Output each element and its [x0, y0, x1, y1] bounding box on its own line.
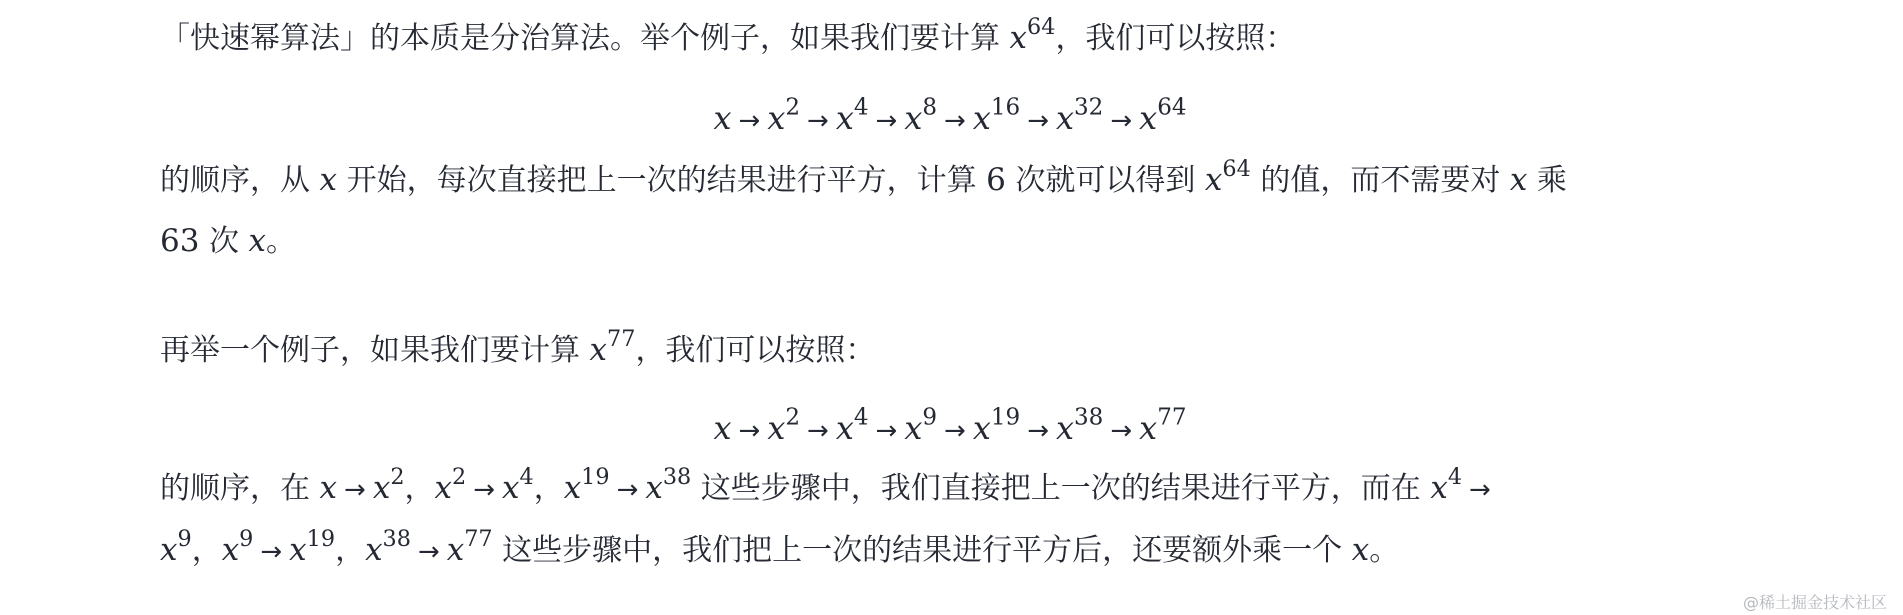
math-var: x	[1509, 162, 1528, 198]
display-equation-1	[160, 88, 1740, 151]
math-var: x	[1430, 470, 1448, 506]
math-exponent: 4	[853, 404, 869, 431]
text-segment: 再举一个例子，如果我们要计算	[160, 333, 590, 368]
math-var: x	[713, 99, 732, 137]
math-var: x	[372, 470, 391, 506]
math-exponent: 64	[1222, 156, 1251, 183]
math-var: x	[1204, 162, 1223, 198]
math-number: 63	[160, 223, 200, 259]
math-var: x	[767, 409, 786, 447]
math-var: x	[319, 162, 338, 198]
math-exponent: 19	[581, 464, 610, 491]
text-segment: 「快速幂算法」的本质是分治算法。举个例子，如果我们要计算	[160, 21, 1010, 56]
arrow-symbol: →	[1110, 416, 1133, 446]
math-var: x	[972, 409, 991, 447]
math-var: x	[160, 532, 178, 568]
math-exponent: 19	[990, 404, 1021, 431]
arrow-symbol: →	[944, 106, 966, 136]
arrow-symbol: →	[807, 416, 829, 446]
math-var: x	[713, 409, 732, 447]
math-exponent: 64	[1027, 14, 1056, 41]
text-segment: 的值，而不需要对	[1250, 163, 1510, 198]
arrow-symbol: →	[260, 537, 283, 567]
math-var: x	[904, 409, 923, 447]
math-var: x	[221, 532, 240, 568]
paragraph-example-2	[160, 320, 875, 381]
arrow-symbol: →	[875, 416, 898, 446]
math-exponent: 38	[662, 464, 692, 491]
math-exponent: 2	[785, 94, 801, 121]
math-exponent: 9	[177, 526, 192, 553]
math-var: x	[1139, 409, 1158, 447]
text-segment: 。	[266, 224, 297, 259]
math-step	[221, 526, 336, 568]
math-x-pow-64	[1009, 14, 1056, 56]
text-segment: 的顺序，在	[160, 471, 320, 506]
paragraph-line	[160, 211, 1567, 272]
math-exponent: 2	[452, 464, 467, 491]
text-separator: ，	[533, 471, 564, 506]
math-var: x	[835, 409, 854, 447]
paragraph-explanation-2	[160, 458, 1498, 582]
math-var: x	[365, 532, 383, 568]
math-var: x	[1351, 532, 1370, 568]
math-exponent: 2	[390, 464, 405, 491]
math-exponent: 4	[853, 94, 869, 121]
math-var: x	[589, 332, 608, 368]
math-var: x	[1055, 409, 1075, 447]
text-segment: 这些步骤中，我们直接把上一次的结果进行平方，而在	[691, 471, 1431, 506]
paragraph-line	[160, 150, 1567, 211]
math-number: 6	[986, 162, 1006, 198]
text-segment: ，我们可以按照：	[635, 333, 876, 368]
text-separator: ，	[404, 471, 435, 506]
text-segment: 乘	[1527, 163, 1567, 198]
arrow-symbol: →	[807, 106, 829, 136]
math-var: x	[1055, 99, 1075, 137]
math-exponent: 38	[382, 526, 411, 553]
math-var: x	[289, 532, 307, 568]
math-step	[160, 526, 192, 568]
text-segment: 开始，每次直接把上一次的结果进行平方，计算	[337, 163, 987, 198]
watermark: @稀土掘金技术社区	[1742, 593, 1887, 612]
math-exponent: 77	[607, 326, 636, 353]
math-var: x	[767, 99, 786, 137]
arrow-symbol: →	[473, 475, 495, 505]
arrow-symbol: →	[344, 475, 366, 505]
math-var: x	[502, 470, 520, 506]
paragraph-intro	[160, 8, 1295, 69]
paragraph-line	[160, 458, 1498, 520]
display-equation-2	[160, 398, 1740, 461]
math-exponent: 77	[464, 526, 493, 553]
text-segment: 次就可以得到	[1005, 163, 1205, 198]
arrow-symbol: →	[738, 416, 761, 446]
math-step	[1430, 464, 1497, 506]
math-var: x	[446, 532, 465, 568]
text-separator: ，	[191, 533, 222, 568]
arrow-symbol: →	[875, 106, 898, 136]
math-x-pow-64	[1204, 156, 1251, 198]
arrow-symbol: →	[616, 475, 639, 505]
arrow-symbol: →	[738, 106, 761, 136]
text-segment: 这些步骤中，我们把上一次的结果进行平方后，还要额外乘一个	[492, 533, 1352, 568]
math-step	[434, 464, 534, 506]
paragraph-line	[160, 520, 1498, 582]
text-segment: ，我们可以按照：	[1055, 21, 1296, 56]
math-exponent: 4	[1447, 464, 1463, 491]
math-var: x	[904, 99, 923, 137]
math-var: x	[972, 99, 991, 137]
math-exponent: 4	[519, 464, 534, 491]
math-var: x	[835, 99, 854, 137]
arrow-symbol: →	[417, 537, 440, 567]
math-exponent: 32	[1074, 94, 1104, 121]
math-step	[319, 464, 405, 506]
math-step	[365, 526, 493, 568]
math-exponent: 9	[922, 404, 938, 431]
text-segment: 的顺序，从	[160, 163, 320, 198]
arrow-symbol: →	[1027, 106, 1049, 136]
math-var: x	[563, 470, 582, 506]
math-var: x	[1139, 99, 1158, 137]
text-segment: 。	[1369, 533, 1400, 568]
math-exponent: 64	[1157, 94, 1187, 121]
math-step	[563, 464, 692, 506]
math-exponent: 16	[990, 94, 1021, 121]
math-exponent: 9	[239, 526, 254, 553]
math-exponent: 2	[785, 404, 801, 431]
arrow-symbol: →	[1469, 475, 1491, 505]
math-var: x	[248, 223, 267, 259]
math-exponent: 19	[306, 526, 336, 553]
math-x-pow-77	[589, 326, 636, 368]
arrow-symbol: →	[1110, 106, 1133, 136]
text-segment: 次	[199, 224, 249, 259]
math-var: x	[434, 470, 452, 506]
paragraph-explanation-1	[160, 150, 1567, 272]
math-var: x	[319, 470, 338, 506]
math-var: x	[1009, 20, 1028, 56]
math-exponent: 77	[1157, 404, 1187, 431]
math-var: x	[645, 470, 663, 506]
math-exponent: 38	[1074, 404, 1104, 431]
arrow-symbol: →	[944, 416, 966, 446]
arrow-symbol: →	[1027, 416, 1049, 446]
text-separator: ，	[335, 533, 366, 568]
math-exponent: 8	[922, 94, 938, 121]
